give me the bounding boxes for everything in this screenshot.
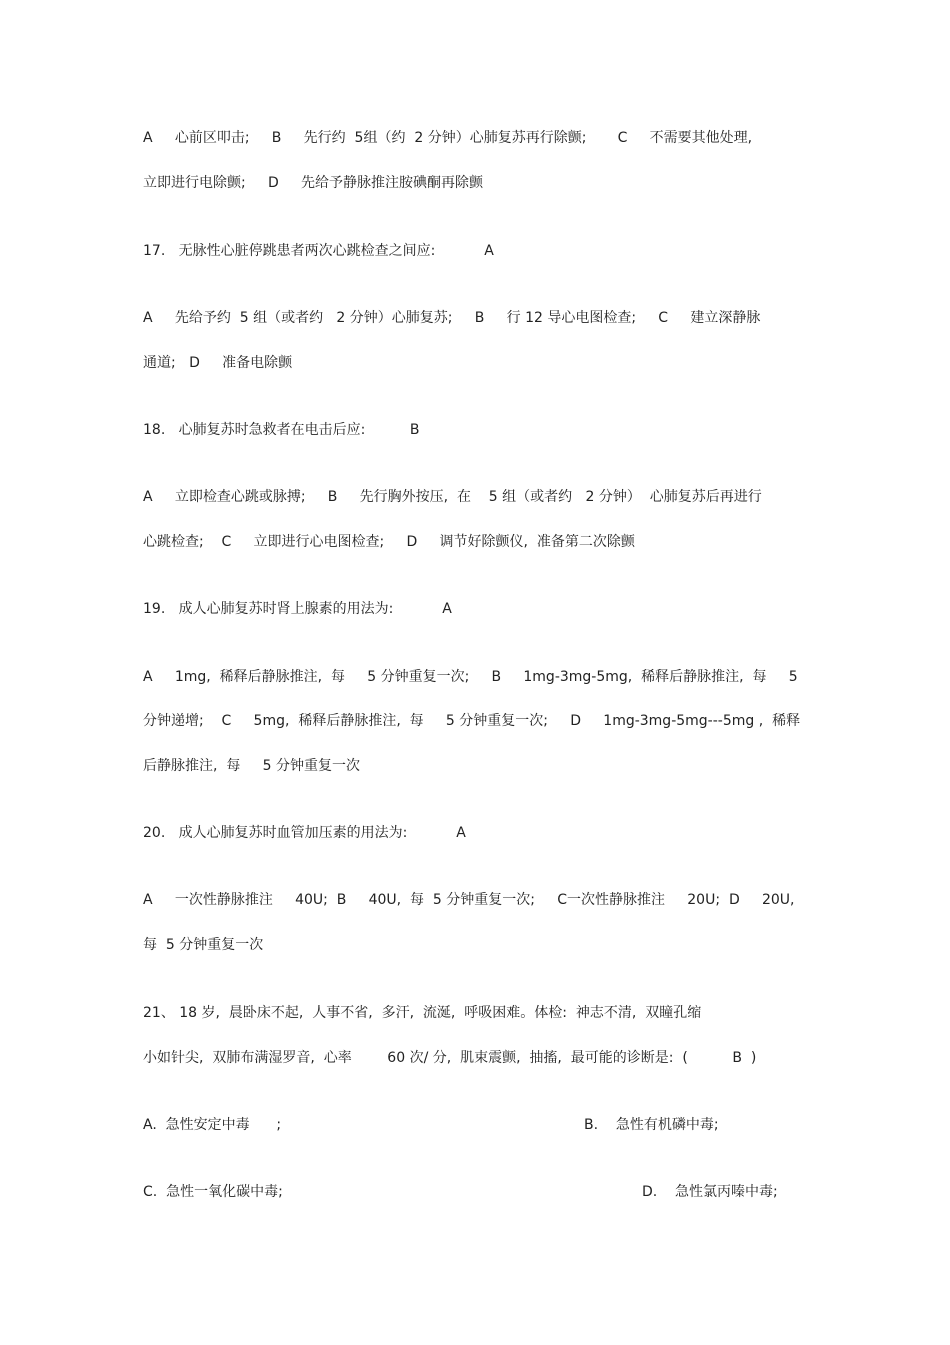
option-b: B. 急性有机磷中毒; [584,1117,719,1133]
text-line: A 立即检查心跳或脉搏; B 先行胸外按压, 在 5 组（或者约 2 分钟） 心肺复苏后再进行 [143,489,762,505]
option-d: D. 急性氯丙嗪中毒; [642,1184,778,1200]
text-line: 分钟递增; C 5mg, 稀释后静脉推注, 每 5 分钟重复一次; D 1mg-3mg-5mg---5mg , 稀释 [143,713,801,729]
question-20: 20. 成人心肺复苏时血管加压素的用法为: A [143,825,466,841]
text-line: A 心前区叩击; B 先行约 5组（约 2 分钟）心肺复苏再行除颤; C 不需要其他处理, [143,130,753,146]
text-line: A 先给予约 5 组（或者约 2 分钟）心肺复苏; B 行 12 导心电图检查; C 建立深静脉 [143,310,761,326]
text-line: 每 5 分钟重复一次 [143,937,264,953]
text-line: 立即进行电除颤; D 先给予静脉推注胺碘酮再除颤 [143,175,483,191]
text-line: 后静脉推注, 每 5 分钟重复一次 [143,758,360,774]
question-18: 18. 心肺复苏时急救者在电击后应: B [143,422,420,438]
question-17: 17. 无脉性心脏停跳患者两次心跳检查之间应: A [143,243,494,259]
text-line: A 1mg, 稀释后静脉推注, 每 5 分钟重复一次; B 1mg-3mg-5mg, 稀释后静脉推注, 每 5 [143,669,798,685]
question-19: 19. 成人心肺复苏时肾上腺素的用法为: A [143,601,452,617]
option-c: C. 急性一氧化碳中毒; [143,1184,283,1200]
text-line: 心跳检查; C 立即进行心电图检查; D 调节好除颤仪, 准备第二次除颤 [143,534,635,550]
question-21: 21、 18 岁, 晨卧床不起, 人事不省, 多汗, 流涎, 呼吸困难。体检: 神志不清, 双瞳孔缩 [143,1005,702,1021]
option-a: A. 急性安定中毒 ; [143,1117,282,1133]
text-line: A 一次性静脉推注 40U; B 40U, 每 5 分钟重复一次; C一次性静脉推注 20U; D 20U, [143,892,795,908]
text-line: 通道; D 准备电除颤 [143,355,293,371]
text-line: 小如针尖, 双肺布满湿罗音, 心率 60 次/ 分, 肌束震颤, 抽搐, 最可能的诊断是: ( B ) [143,1050,757,1066]
